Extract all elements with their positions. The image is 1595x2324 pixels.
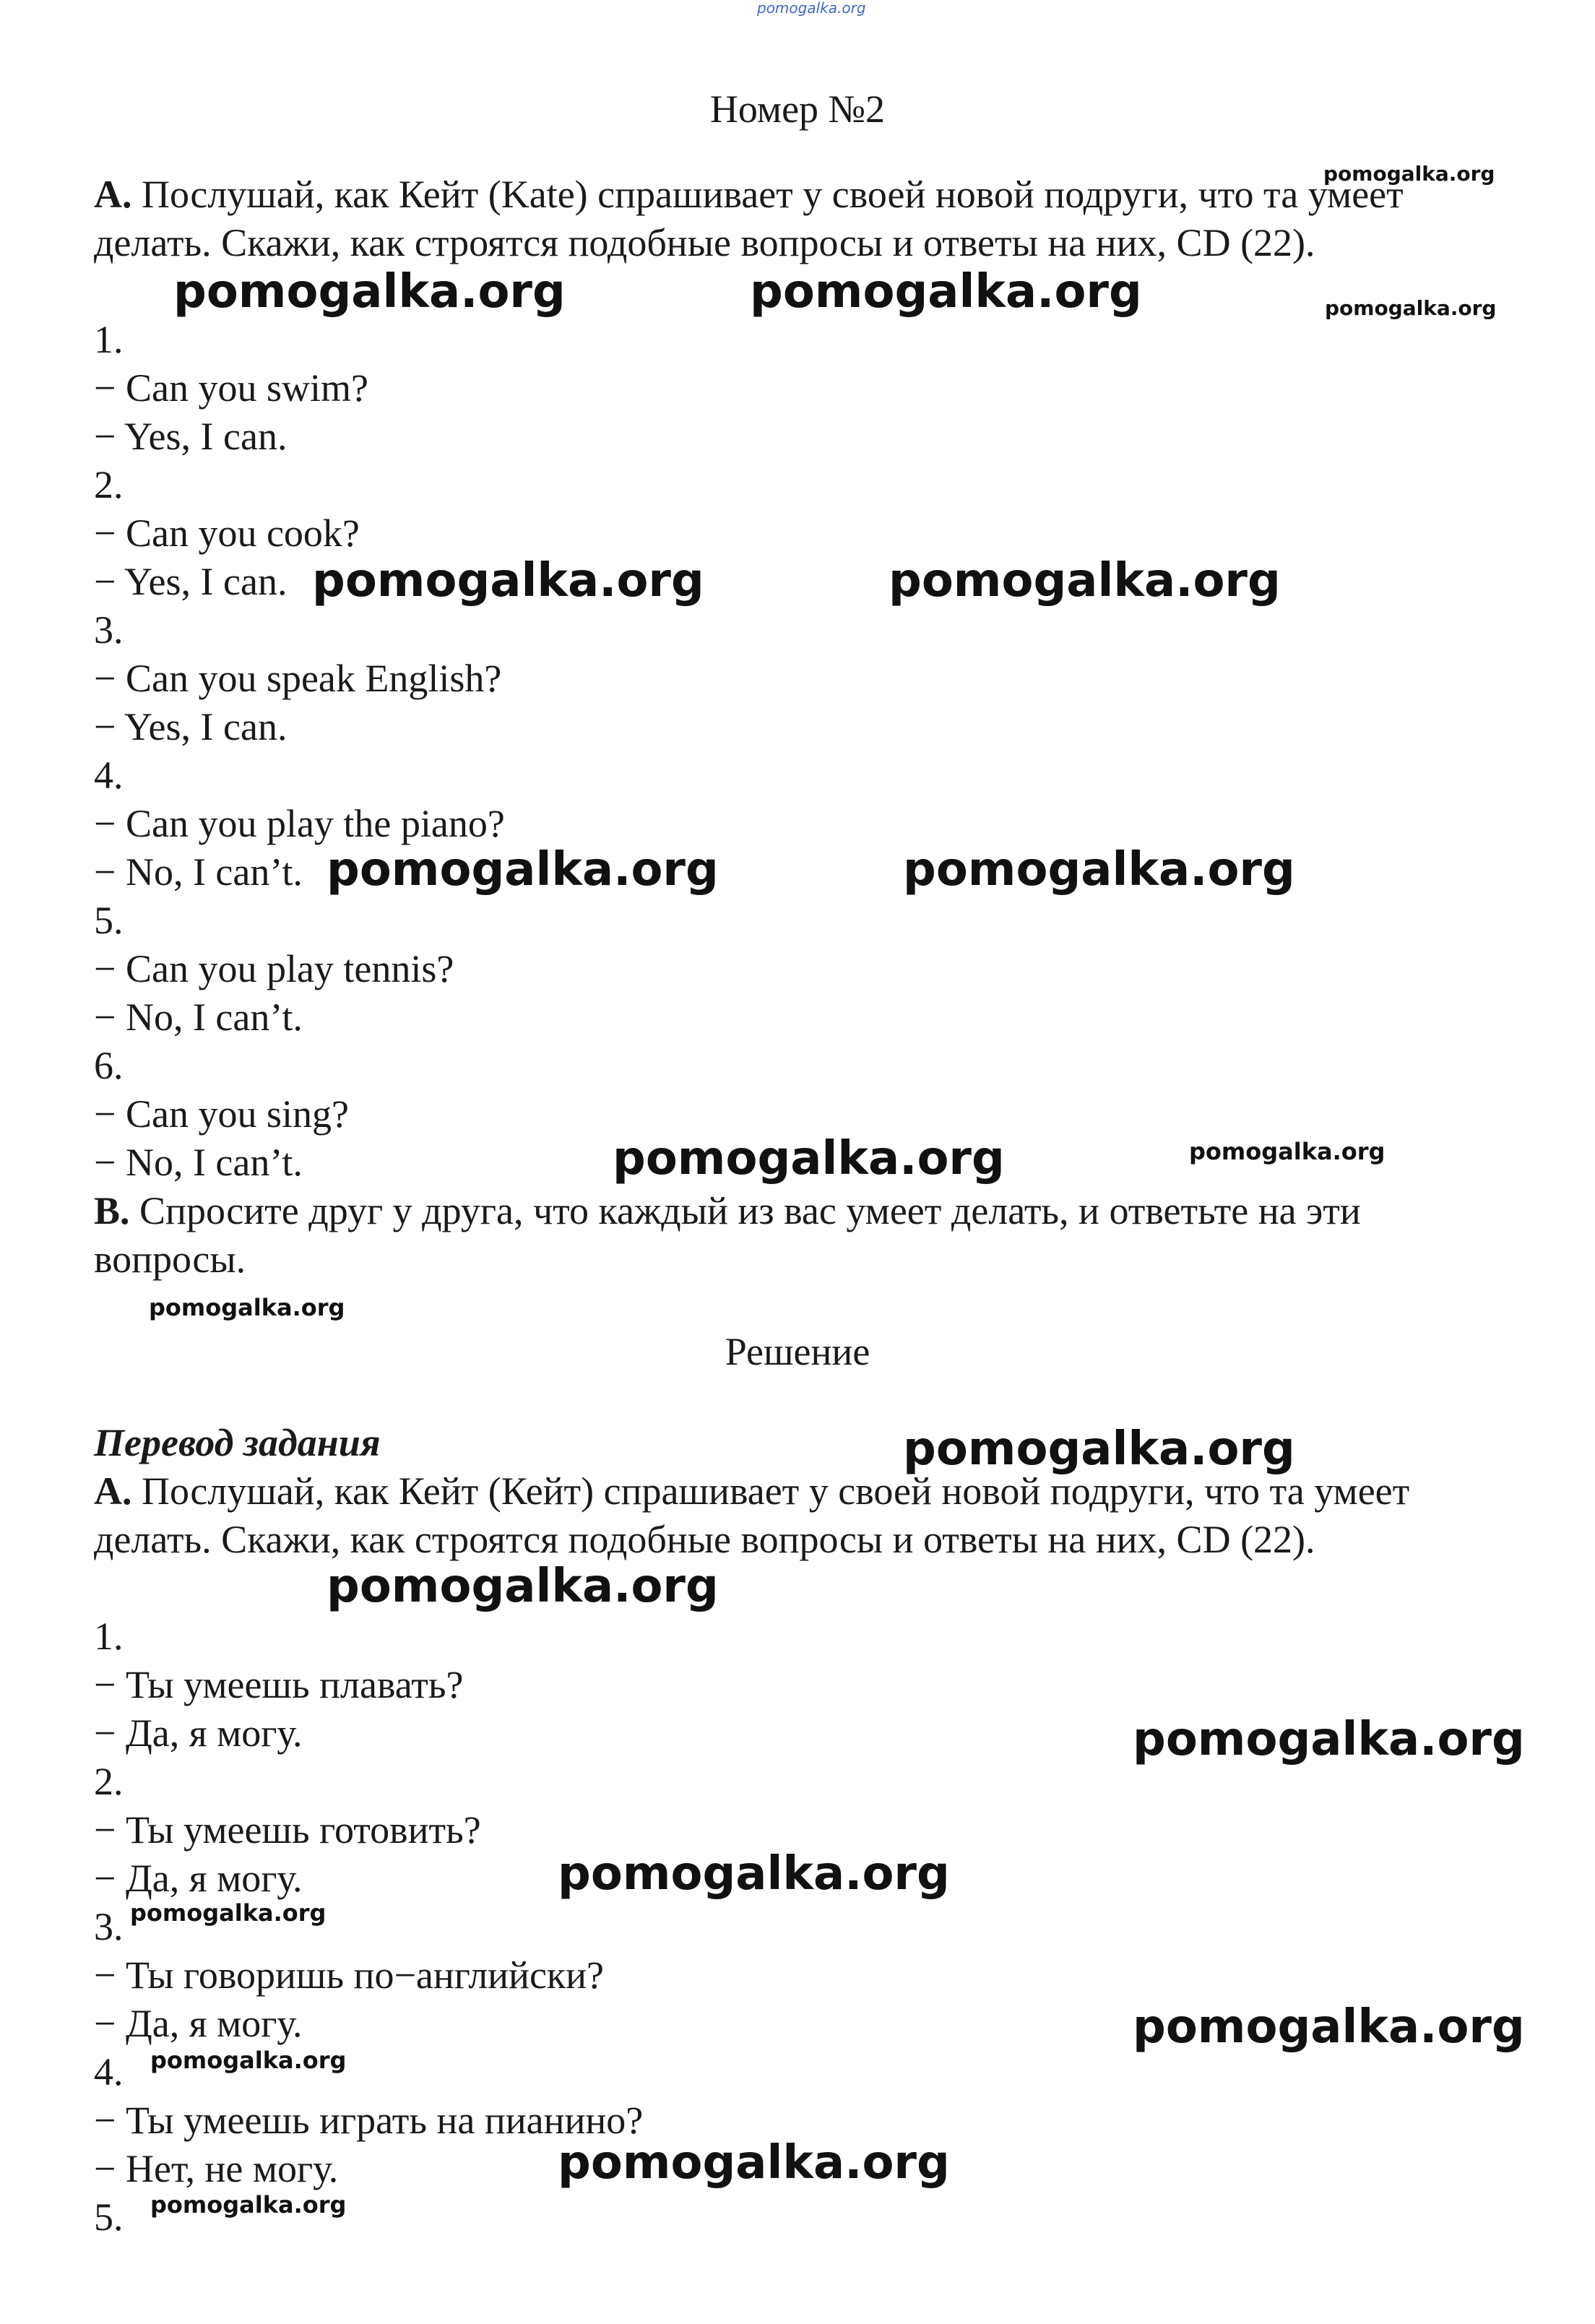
dialog-answer: − Yes, I can.: [94, 415, 288, 458]
dialog-answer: − No, I can’t.: [94, 850, 303, 894]
watermark: pomogalka.org: [149, 1294, 345, 1321]
header-watermark: pomogalka.org: [757, 0, 866, 17]
translation-answer: − Нет, не могу.: [94, 2147, 339, 2190]
translation-number: 1.: [94, 1615, 124, 1658]
watermark: pomogalka.org: [1323, 162, 1495, 186]
translation-number: 3.: [94, 1905, 124, 1948]
task-a-paragraph: [94, 170, 1481, 267]
dialog-answer: − No, I can’t.: [94, 1141, 303, 1184]
watermark: pomogalka.org: [558, 2136, 950, 2190]
translation-answer: − Да, я могу.: [94, 2002, 303, 2045]
dialog-question: − Can you speak English?: [94, 657, 502, 700]
task-b-label: B.: [94, 1189, 130, 1232]
task-b-text: Спросите друг у друга, что каждый из вас умеет делать, и ответьте на эти вопросы.: [94, 1189, 1361, 1281]
dialog-question: − Can you sing?: [94, 1092, 349, 1136]
dialog-number: 6.: [94, 1044, 124, 1087]
watermark: pomogalka.org: [150, 2191, 347, 2219]
watermark: pomogalka.org: [312, 554, 704, 608]
watermark: pomogalka.org: [1133, 1713, 1525, 1766]
translation-a-label: A.: [94, 1469, 132, 1513]
dialog-question: − Can you cook?: [94, 511, 360, 555]
translation-a-paragraph: [94, 1467, 1481, 1564]
watermark: pomogalka.org: [613, 1132, 1005, 1185]
watermark: pomogalka.org: [750, 265, 1142, 319]
translation-a-text: Послушай, как Кейт (Кейт) спрашивает у своей новой подруги, что та умеет делать. Скажи, как строятся подобные вопросы и ответы на них, CD (22).: [94, 1469, 1410, 1561]
watermark: pomogalka.org: [130, 1899, 327, 1927]
dialog-number: 2.: [94, 463, 124, 506]
dialog-number: 1.: [94, 318, 124, 361]
dialog-answer: − Yes, I can.: [94, 705, 288, 748]
watermark: pomogalka.org: [558, 1847, 950, 1901]
dialog-question: − Can you swim?: [94, 366, 368, 410]
dialog-question: − Can you play the piano?: [94, 802, 505, 845]
translation-number: 5.: [94, 2195, 124, 2239]
page-title: Номер №2: [709, 87, 886, 131]
translation-question: − Ты говоришь по−английски?: [94, 1953, 605, 1997]
watermark: pomogalka.org: [1189, 1138, 1386, 1165]
translation-question: − Ты умеешь играть на пианино?: [94, 2099, 644, 2142]
watermark: pomogalka.org: [903, 843, 1295, 897]
watermark: pomogalka.org: [327, 1560, 719, 1613]
translation-number: 2.: [94, 1760, 124, 1803]
task-b-paragraph: [94, 1187, 1481, 1284]
translation-answer: − Да, я могу.: [94, 1857, 303, 1900]
task-a-text: Послушай, как Кейт (Kate) спрашивает у своей новой подруги, что та умеет делать. Скажи, как строятся подобные вопросы и ответы на них, CD (22).: [94, 173, 1404, 264]
translation-question: − Ты умеешь готовить?: [94, 1808, 481, 1852]
watermark: pomogalka.org: [173, 265, 566, 319]
translation-question: − Ты умеешь плавать?: [94, 1663, 464, 1706]
dialog-number: 4.: [94, 753, 124, 797]
dialog-number: 5.: [94, 899, 124, 942]
watermark: pomogalka.org: [903, 1422, 1295, 1476]
solution-heading: Решение: [725, 1330, 870, 1373]
watermark: pomogalka.org: [889, 554, 1281, 608]
translation-answer: − Да, я могу.: [94, 1711, 303, 1755]
dialog-question: − Can you play tennis?: [94, 947, 454, 990]
dialog-answer: − No, I can’t.: [94, 995, 303, 1039]
task-a-label: A.: [94, 173, 132, 216]
watermark: pomogalka.org: [150, 2047, 347, 2074]
dialog-answer: − Yes, I can.: [94, 560, 288, 603]
translation-title: Перевод задания: [94, 1421, 381, 1464]
watermark: pomogalka.org: [327, 843, 719, 897]
dialog-number: 3.: [94, 608, 124, 652]
watermark: pomogalka.org: [1133, 2000, 1525, 2054]
translation-number: 4.: [94, 2050, 124, 2094]
watermark: pomogalka.org: [1325, 296, 1497, 320]
